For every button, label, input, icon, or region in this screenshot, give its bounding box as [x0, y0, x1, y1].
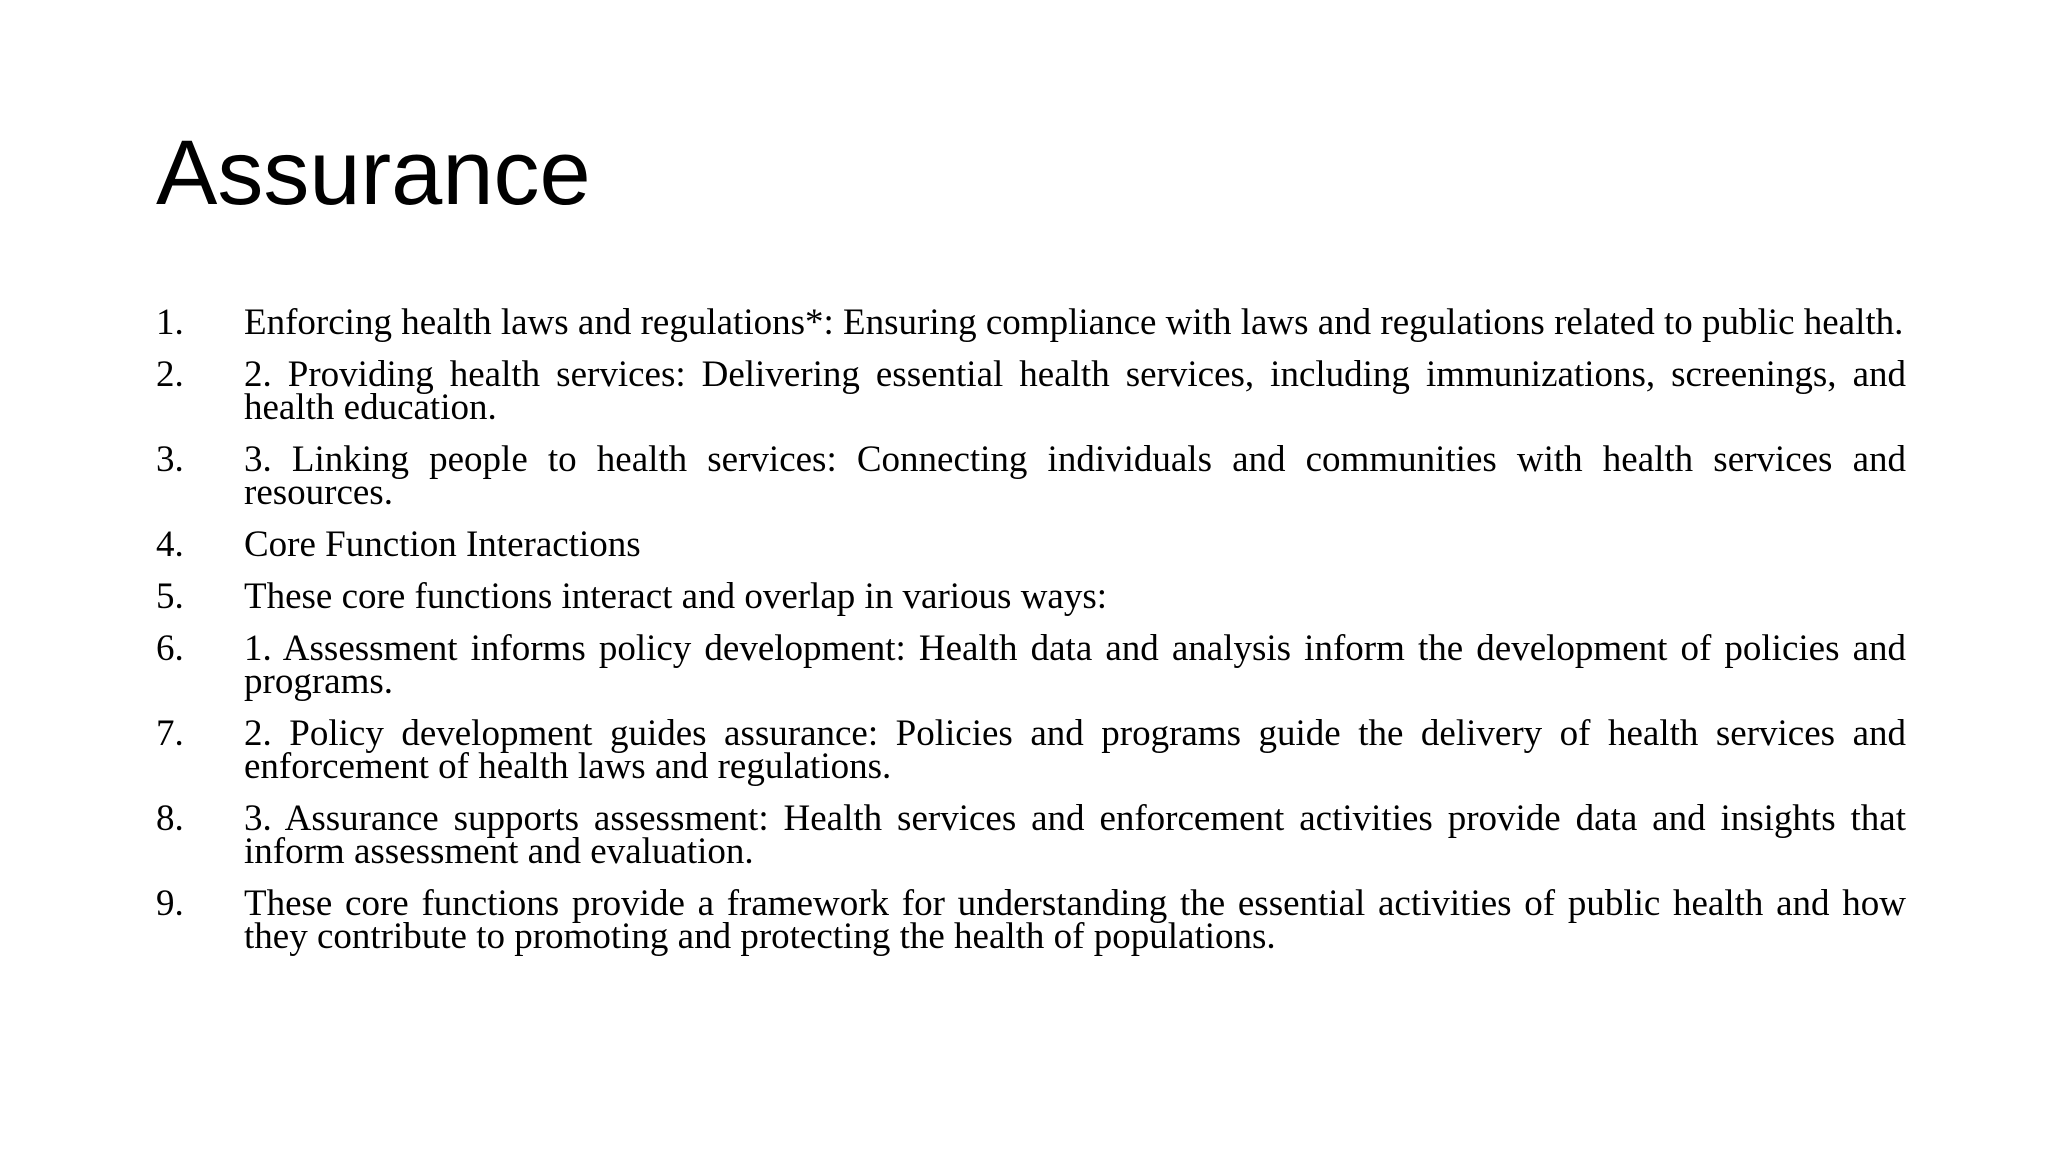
item-number: 1. [156, 302, 184, 343]
item-number: 4. [156, 524, 184, 565]
item-number: 3. [156, 439, 184, 480]
item-text: 2. Policy development guides assurance: Policies and programs guide the delivery of health services and enforcement of health laws and regulations. [244, 713, 1906, 787]
item-number: 7. [156, 713, 184, 754]
item-text: 1. Assessment informs policy development: Health data and analysis inform the development of policies and programs. [244, 628, 1906, 702]
list-item [156, 713, 1906, 787]
item-text: 2. Providing health services: Delivering essential health services, including immunizations, screenings, and health education. [244, 354, 1906, 428]
list-item [156, 576, 1906, 617]
list-item [156, 628, 1906, 702]
item-number: 2. [156, 354, 184, 395]
item-text: Core Function Interactions [244, 524, 641, 565]
item-text: 3. Assurance supports assessment: Health services and enforcement activities provide data and insights that inform assessment and evaluation. [244, 798, 1906, 872]
item-number: 8. [156, 798, 184, 839]
item-number: 5. [156, 576, 184, 617]
item-text: These core functions interact and overlap in various ways: [244, 576, 1108, 617]
item-number: 9. [156, 883, 184, 924]
list-item [156, 798, 1906, 872]
list-item [156, 524, 1906, 565]
item-text: Enforcing health laws and regulations*: Ensuring compliance with laws and regulations related to public health. [244, 302, 1904, 343]
content-list [156, 302, 1906, 972]
item-number: 6. [156, 628, 184, 669]
list-item [156, 302, 1906, 343]
list-item [156, 883, 1906, 957]
item-text: 3. Linking people to health services: Connecting individuals and communities with health services and resources. [244, 439, 1906, 513]
slide-title: Assurance [156, 122, 591, 224]
item-text: These core functions provide a framework for understanding the essential activities of public health and how they contribute to promoting and protecting the health of populations. [244, 883, 1906, 957]
list-item [156, 439, 1906, 513]
list-item [156, 354, 1906, 428]
